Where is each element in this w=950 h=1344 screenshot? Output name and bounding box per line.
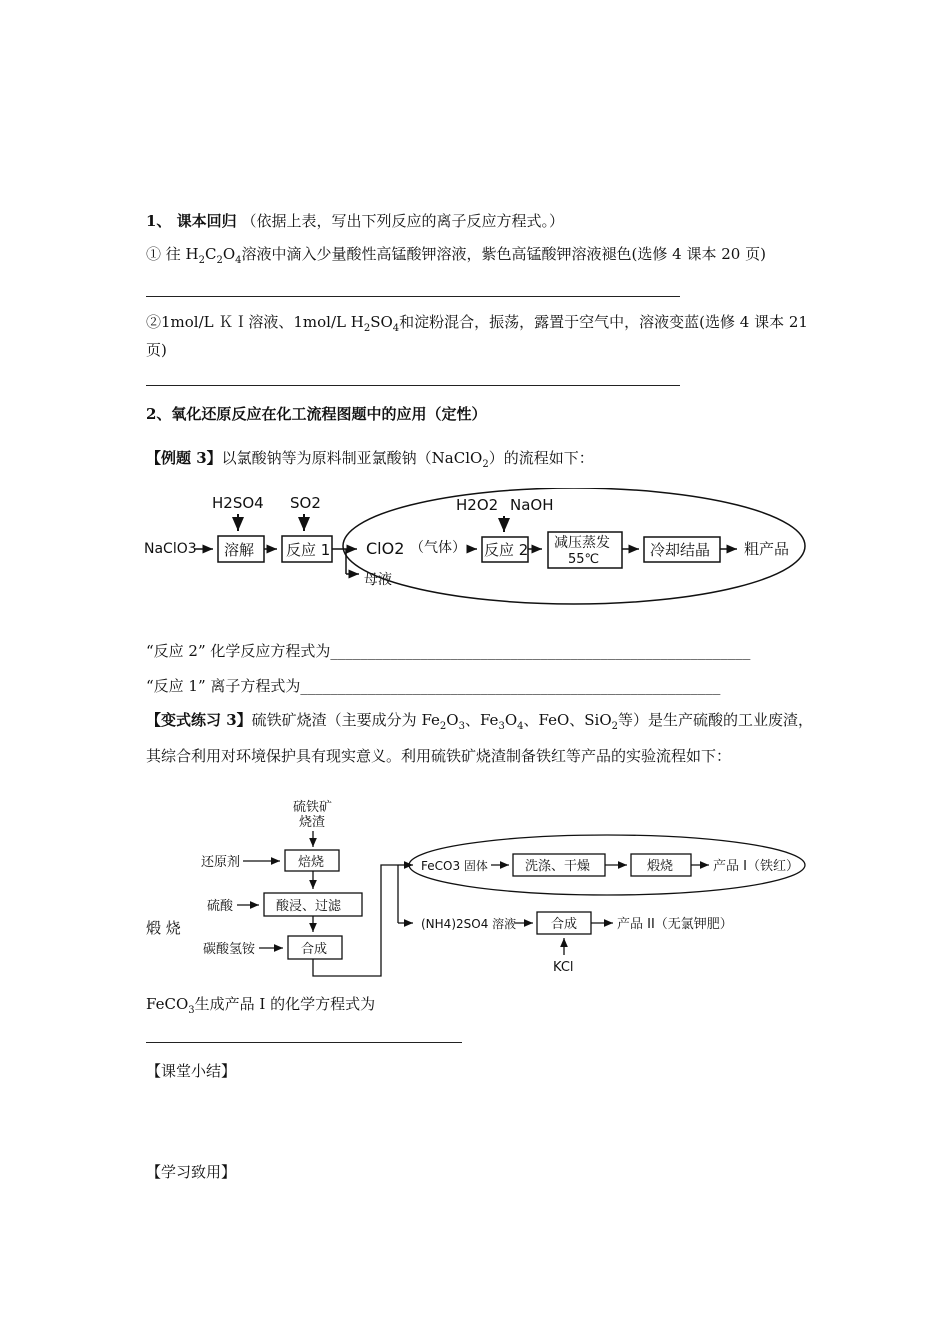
flow1-gas-note: （气体） <box>410 540 466 556</box>
question-feco3-suffix: 生成产品 I 的化学方程式为 <box>194 995 376 1013</box>
item2-line <box>146 311 808 334</box>
variant3-text: 、FeO、SiO <box>523 711 612 729</box>
item1-suffix: 溶液中滴入少量酸性高锰酸钾溶液，紫色高锰酸钾溶液褪色(选修 4 课本 20 页) <box>241 245 766 263</box>
flow1-reagent2: SO2 <box>290 494 321 512</box>
item1-sub: 2 <box>216 255 223 266</box>
section2-heading: 2、氧化还原反应在化工流程图题中的应用（定性） <box>146 405 487 423</box>
question-feco3-sub: 3 <box>188 1005 195 1016</box>
flow2-reductant: 还原剂 <box>201 855 241 870</box>
example3-sub: 2 <box>482 459 489 470</box>
item2-suffix: 和淀粉混合，振荡，露置于空气中，溶液变蓝(选修 4 课本 21 <box>399 313 808 331</box>
flow2-top-line1: 硫铁矿 <box>293 800 333 815</box>
flow2-branch1: FeCO3 固体 <box>421 859 488 873</box>
variant3-line <box>146 709 813 732</box>
variant3-sub: 2 <box>611 721 619 732</box>
flow1-product: 粗产品 <box>744 540 790 558</box>
item1-text: O <box>222 245 236 263</box>
example3-line <box>146 447 594 470</box>
flow-diagram-1 <box>140 488 810 613</box>
question-reaction1-text: “反应 1” 离子方程式为 <box>146 677 301 695</box>
flow1-start: NaClO3 <box>144 541 197 557</box>
flow2-box3-label: 合成 <box>301 942 328 957</box>
flow1-box4-line1: 减压蒸发 <box>554 535 610 551</box>
item1-text: C <box>205 245 217 263</box>
variant3-sub: 3 <box>498 721 505 732</box>
item1-line <box>146 243 766 266</box>
item1-sub: 2 <box>198 255 205 266</box>
flow2-top-line2: 烧渣 <box>299 815 326 830</box>
question-reaction1-blank: ________________________________________________________ <box>300 677 721 695</box>
section1-heading: 1、 课本回归 <box>146 212 237 230</box>
variant3-sub: 2 <box>439 721 447 732</box>
flow2-box1-label: 焙烧 <box>298 855 325 870</box>
answer-line <box>146 296 680 297</box>
variant3-line2: 其综合利用对环境保护具有现实意义。利用硫铁矿烧渣制备铁红等产品的实验流程如下： <box>146 747 732 765</box>
variant3-text: O <box>504 711 518 729</box>
variant3-text: 、Fe <box>464 711 499 729</box>
flow2-branch2: (NH4)2SO4 溶液 <box>421 917 517 931</box>
question-feco3 <box>146 993 375 1016</box>
flow1-box1-label: 溶解 <box>224 541 255 559</box>
flow1-box3-label: 反应 2 <box>484 541 529 559</box>
variant3-text: O <box>446 711 459 729</box>
question-reaction1 <box>146 675 720 696</box>
summary-heading: 【课堂小结】 <box>146 1062 237 1080</box>
variant3-text: 硫铁矿烧渣（主要成分为 Fe <box>251 711 440 729</box>
item2-text: SO <box>370 313 393 331</box>
answer-line <box>146 385 680 386</box>
question-reaction2-text: “反应 2” 化学反应方程式为 <box>146 642 331 660</box>
section1-note: （依据上表，写出下列反应的离子反应方程式。） <box>241 212 564 230</box>
section1-line <box>146 210 564 231</box>
flow2-box5-label: 煅烧 <box>647 859 674 874</box>
flow1-reagent1: H2SO4 <box>212 494 264 512</box>
application-heading: 【学习致用】 <box>146 1163 237 1181</box>
item2-sub: 4 <box>392 323 400 334</box>
variant3-sub: 4 <box>517 721 524 732</box>
flow2-box6-label: 合成 <box>551 917 578 932</box>
item2-sub: 2 <box>363 323 371 334</box>
item1-prefix: ① 往 H <box>146 245 199 263</box>
flow2-ammonium: 碳酸氢铵 <box>203 942 256 957</box>
example3-text2: ）的流程如下： <box>488 449 594 467</box>
flow2-side-label: 煅 烧 <box>146 919 181 937</box>
flow-diagram-2 <box>195 795 815 980</box>
variant3-tag: 【变式练习 3】 <box>146 711 252 729</box>
variant3-text: 等）是生产硫酸的工业废渣， <box>618 711 814 729</box>
flow1-box4-line2: 55℃ <box>568 552 600 567</box>
flow1-reagent4: NaOH <box>510 496 554 514</box>
question-reaction2 <box>146 640 750 661</box>
item2-prefix: ②1mol/L ＫＩ溶液、1mol/L H <box>146 313 364 331</box>
flow1-gas: ClO2 <box>366 539 405 558</box>
variant3-sub: 3 <box>458 721 465 732</box>
flow1-box5-label: 冷却结晶 <box>650 541 711 559</box>
answer-line <box>146 1042 462 1043</box>
item2-line2: 页) <box>146 341 167 359</box>
flow1-side: 母液 <box>364 572 392 588</box>
example3-tag: 【例题 3】 <box>146 449 222 467</box>
flow1-box2-label: 反应 1 <box>286 541 331 559</box>
flow2-kcl: KCl <box>553 960 574 975</box>
flow2-box4-label: 洗涤、干燥 <box>525 859 591 874</box>
question-feco3-prefix: FeCO <box>146 995 189 1013</box>
example3-text: 以氯酸钠等为原料制亚氯酸钠（NaClO <box>221 449 483 467</box>
flow2-box2-label: 酸浸、过滤 <box>276 899 342 914</box>
item1-sub: 4 <box>235 255 242 266</box>
flow2-product2: 产品 II（无氯钾肥） <box>617 917 733 932</box>
flow2-product1: 产品 I（铁红） <box>713 859 799 874</box>
flow2-acid: 硫酸 <box>207 899 234 914</box>
flow1-reagent3: H2O2 <box>456 496 499 514</box>
question-reaction2-blank: ________________________________________________________ <box>330 642 751 660</box>
